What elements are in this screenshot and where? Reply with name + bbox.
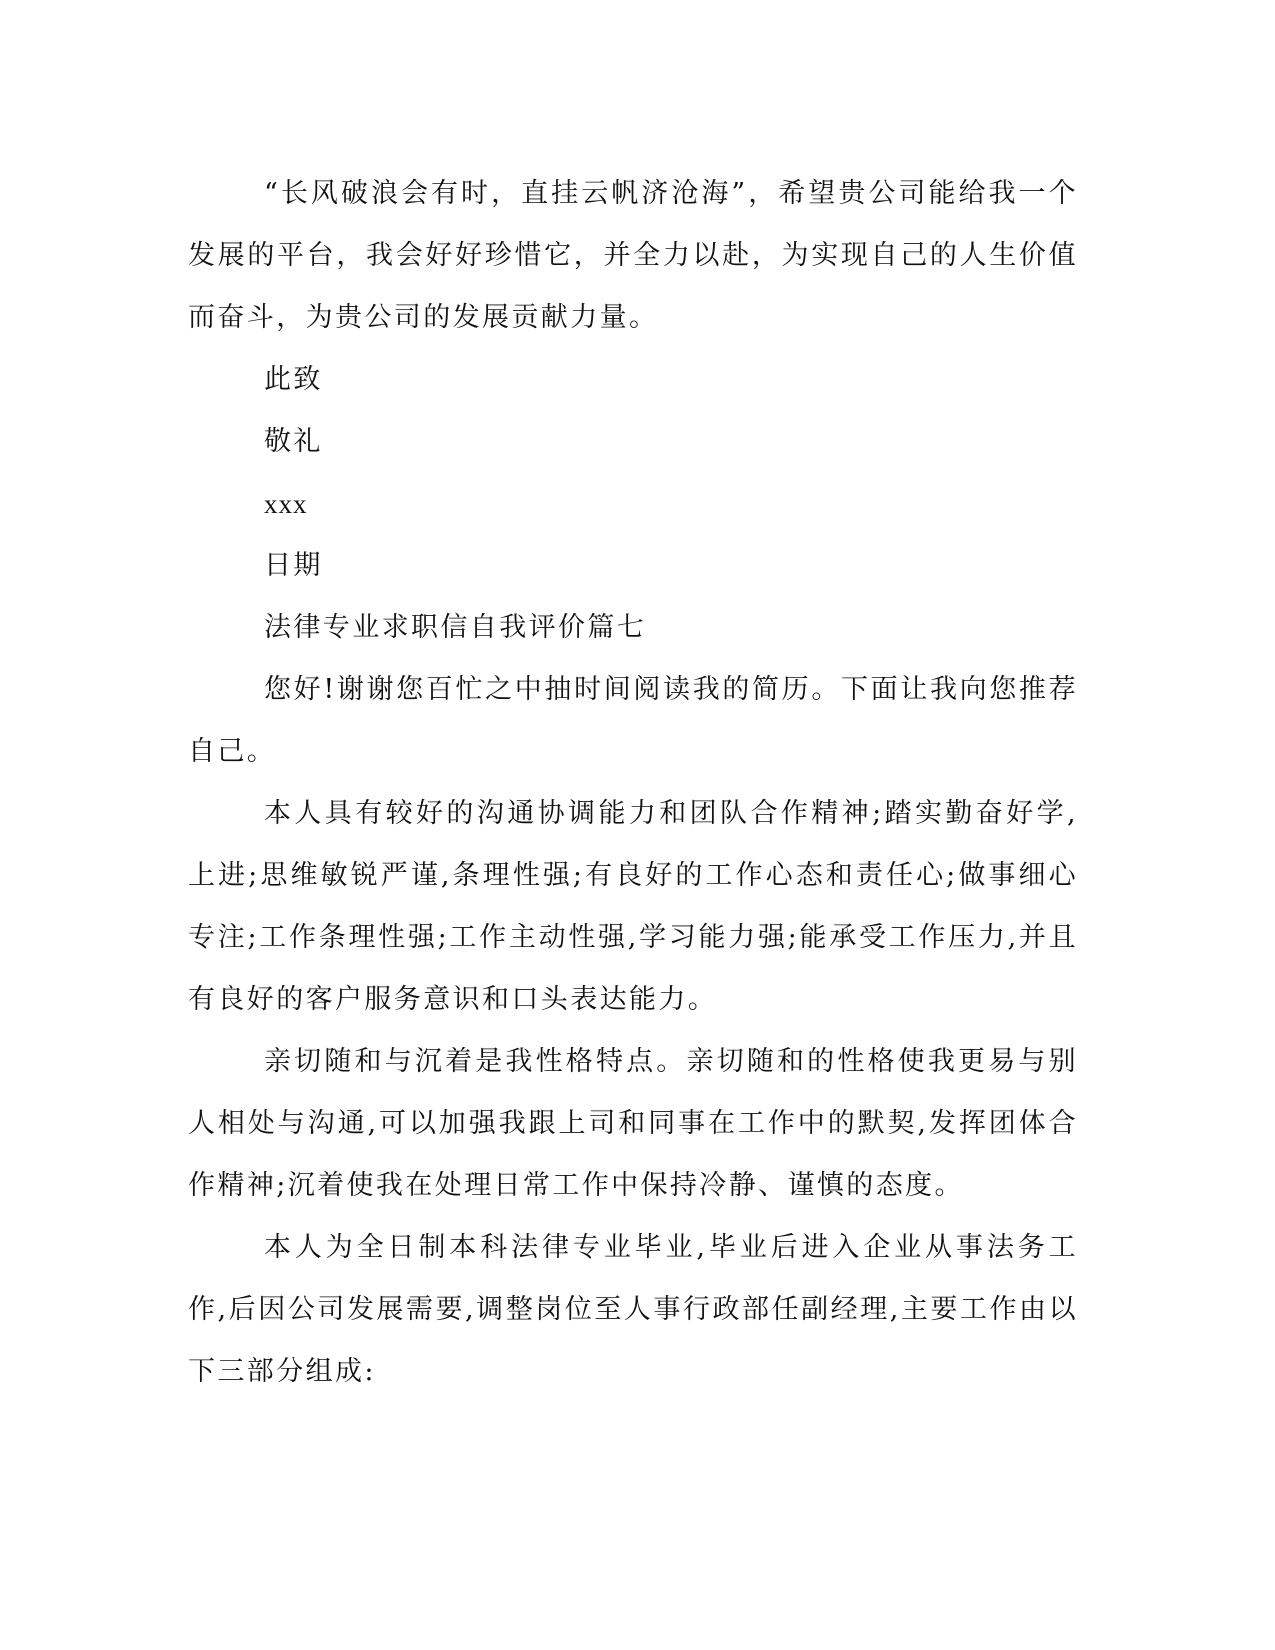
salutation-cizhi: 此致: [264, 364, 323, 395]
section-heading: 法律专业求职信自我评价篇七: [264, 612, 647, 643]
abilities-paragraph: 本人具有较好的沟通协调能力和团队合作精神;踏实勤奋好学,上进;思维敏锐严谨,条理性强;有良好的工作心态和责任心;做事细心专注;工作条理性强;工作主动性强,学习能力强;能承受工作压力,并且有良好的客户服务意识和口头表达能力。: [188, 798, 1078, 1015]
background-paragraph: 本人为全日制本科法律专业毕业,毕业后进入企业从事法务工作,后因公司发展需要,调整岗位至人事行政部任副经理,主要工作由以下三部分组成:: [188, 1232, 1078, 1387]
signature-date: 日期: [264, 550, 323, 581]
document-body: [188, 163, 1078, 1403]
salutation-jingli: 敬礼: [264, 426, 323, 457]
personality-paragraph: 亲切随和与沉着是我性格特点。亲切随和的性格使我更易与别人相处与沟通,可以加强我跟上司和同事在工作中的默契,发挥团体合作精神;沉着使我在处理日常工作中保持冷静、谨慎的态度。: [188, 1046, 1078, 1201]
greeting-paragraph: 您好!谢谢您百忙之中抽时间阅读我的简历。下面让我向您推荐自己。: [188, 674, 1078, 767]
signature-name: xxx: [264, 489, 308, 519]
closing-paragraph: “长风破浪会有时，直挂云帆济沧海”，希望贵公司能给我一个发展的平台，我会好好珍惜它，并全力以赴，为实现自己的人生价值而奋斗，为贵公司的发展贡献力量。: [188, 178, 1078, 333]
